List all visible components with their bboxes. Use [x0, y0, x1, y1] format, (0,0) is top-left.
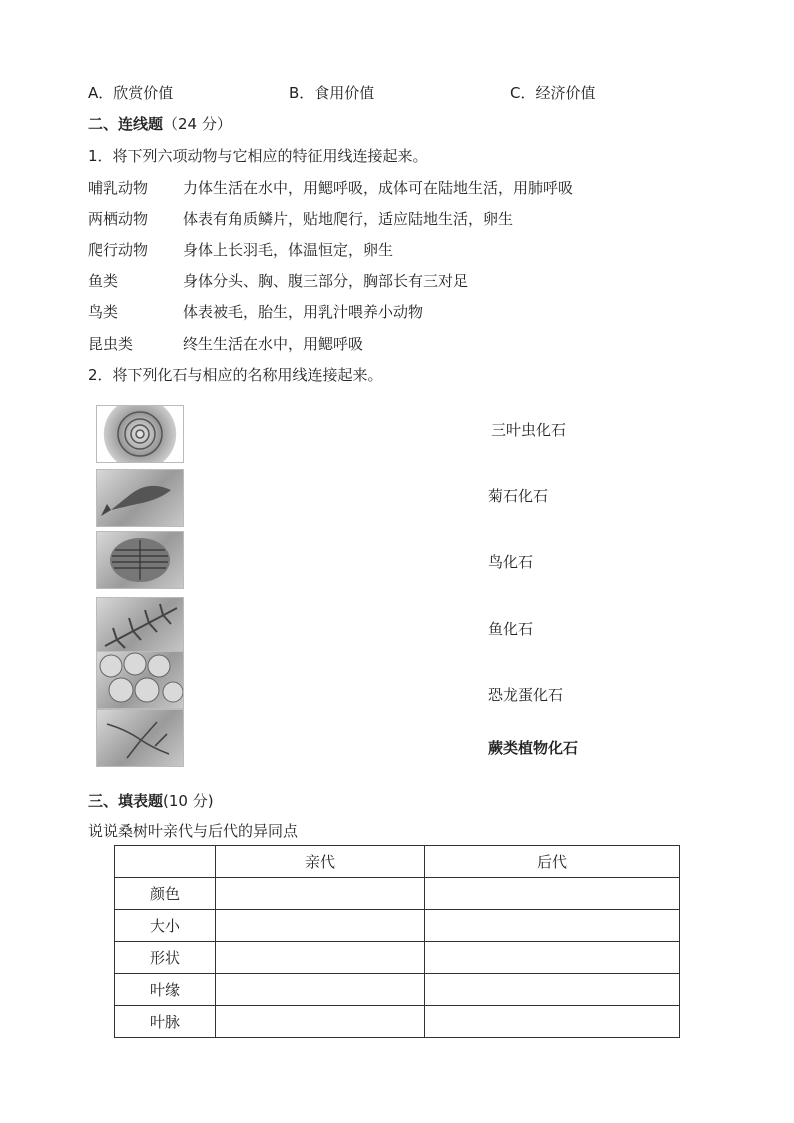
answer-cell[interactable]: [425, 974, 680, 1006]
table-row: [115, 878, 680, 910]
fossil-name: 菊石化石: [488, 487, 549, 505]
table-header-row: [115, 846, 680, 878]
feature-label: 力体生活在水中，用鳃呼吸，成体可在陆地生活，用肺呼吸: [183, 179, 574, 197]
dinosaur-egg-fossil-image: [96, 651, 184, 709]
section-2-heading: 二、连线题: [88, 115, 164, 133]
section-2-title: [88, 113, 232, 134]
table-row: [115, 942, 680, 974]
ammonite-fossil-image: [96, 405, 184, 463]
answer-cell[interactable]: [425, 910, 680, 942]
fossil-name: 三叶虫化石: [491, 421, 567, 439]
row-label: 大小: [115, 910, 216, 942]
column-header: 亲代: [216, 846, 425, 878]
answer-cell[interactable]: [216, 1006, 425, 1038]
section-3-score: (10 分): [163, 792, 214, 810]
option-a: A．欣赏价值: [88, 84, 174, 102]
fish-fossil-image: [96, 469, 184, 527]
row-label: 叶缘: [115, 974, 216, 1006]
answer-cell[interactable]: [425, 942, 680, 974]
option-c: C．经济价值: [510, 84, 596, 102]
answer-cell[interactable]: [216, 910, 425, 942]
bird-fossil-image: [96, 709, 184, 767]
feature-label: 体表有角质鳞片，贴地爬行，适应陆地生活，卵生: [183, 210, 514, 228]
table-row: [115, 1006, 680, 1038]
column-header: [115, 846, 216, 878]
row-label: 颜色: [115, 878, 216, 910]
section-3-heading: 三、填表题: [88, 792, 164, 810]
section-3-title: [88, 790, 214, 811]
answer-cell[interactable]: [425, 878, 680, 910]
row-label: 形状: [115, 942, 216, 974]
table-row: [115, 974, 680, 1006]
answer-cell[interactable]: [216, 878, 425, 910]
animal-label: 哺乳动物: [88, 179, 149, 197]
table-row: [115, 910, 680, 942]
section-2-score: （24 分）: [163, 115, 232, 133]
animal-label: 爬行动物: [88, 241, 149, 259]
table-intro: 说说桑树叶亲代与后代的异同点: [88, 822, 299, 840]
question-2: 2．将下列化石与相应的名称用线连接起来。: [88, 366, 383, 384]
row-label: 叶脉: [115, 1006, 216, 1038]
fossil-name: 恐龙蛋化石: [488, 686, 564, 704]
animal-label: 两栖动物: [88, 210, 149, 228]
option-b: B．食用价值: [289, 84, 375, 102]
feature-label: 身体分头、胸、腹三部分，胸部长有三对足: [183, 272, 469, 290]
feature-label: 身体上长羽毛，体温恒定，卵生: [183, 241, 394, 259]
fossil-name: 蕨类植物化石: [488, 739, 579, 757]
comparison-table: [114, 845, 680, 1038]
feature-label: 体表被毛，胎生，用乳汁喂养小动物: [183, 303, 424, 321]
animal-label: 昆虫类: [88, 335, 134, 353]
animal-label: 鸟类: [88, 303, 119, 321]
fossil-name: 鸟化石: [488, 553, 534, 571]
fossil-name: 鱼化石: [488, 620, 534, 638]
answer-cell[interactable]: [425, 1006, 680, 1038]
column-header: 后代: [425, 846, 680, 878]
animal-label: 鱼类: [88, 272, 119, 290]
answer-cell[interactable]: [216, 942, 425, 974]
answer-cell[interactable]: [216, 974, 425, 1006]
feature-label: 终生生活在水中，用鳃呼吸: [183, 335, 364, 353]
question-1: 1．将下列六项动物与它相应的特征用线连接起来。: [88, 147, 428, 165]
fern-fossil-image: [96, 597, 184, 655]
trilobite-fossil-image: [96, 531, 184, 589]
